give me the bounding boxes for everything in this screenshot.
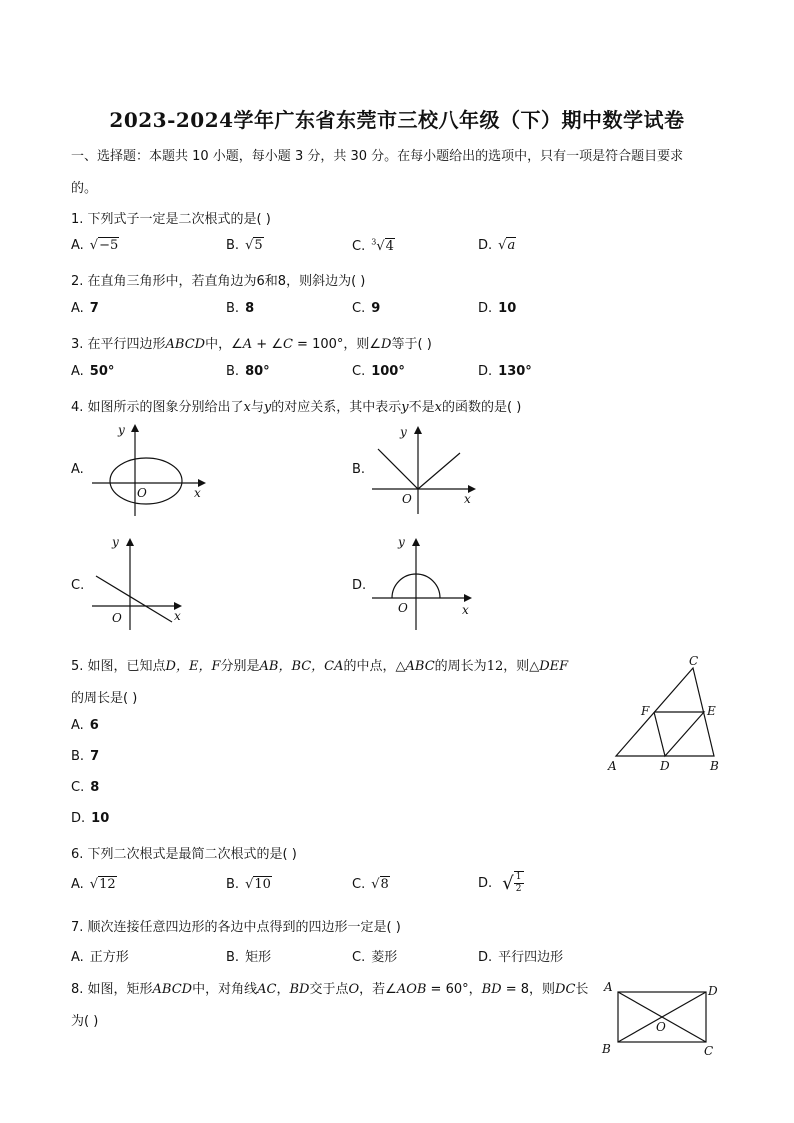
q4-graph-d[interactable] — [368, 530, 480, 634]
q2-option-a[interactable]: A. 7 — [71, 301, 99, 316]
q1-option-c[interactable]: C. $^3$√4 — [352, 238, 394, 255]
svg-text:y: y — [118, 423, 125, 437]
q4-option-a-label[interactable]: A. — [71, 462, 84, 477]
q3-option-d[interactable]: D. 130° — [478, 364, 532, 379]
v-shape-curve — [378, 449, 460, 489]
q2-option-b[interactable]: B. 8 — [226, 301, 255, 316]
question-7-stem: 7. 顺次连接任意四边形的各边中点得到的四边形一定是( ) — [71, 920, 401, 935]
q4-graph-b[interactable] — [368, 420, 480, 520]
svg-text:O: O — [656, 1020, 666, 1034]
svg-text:O: O — [112, 611, 122, 625]
q7-option-a[interactable]: A. 正方形 — [71, 950, 129, 965]
question-8-stem-continued: 为( ) — [71, 1014, 99, 1029]
svg-text:A: A — [604, 980, 613, 994]
q6-option-c[interactable]: C. √8 — [352, 877, 389, 892]
q1-option-b[interactable]: B. √5 — [226, 238, 263, 253]
svg-text:O: O — [137, 486, 147, 500]
y-axis-arrow — [131, 424, 139, 432]
section-heading-continued: 的。 — [71, 181, 98, 196]
q1-option-d[interactable]: D. √a — [478, 238, 516, 253]
q4-option-d-label[interactable]: D. — [352, 578, 367, 593]
question-6-stem: 6. 下列二次根式是最简二次根式的是( ) — [71, 847, 297, 862]
q5-option-b[interactable]: B. 7 — [71, 749, 100, 764]
question-5-stem: 5. 如图，已知点D，E，F分别是AB，BC，CA的中点，△ABC的周长为12，则△DEF — [71, 659, 569, 674]
q6-option-a[interactable]: A. √12 — [71, 877, 116, 892]
question-1-stem: 1. 下列式子一定是二次根式的是( ) — [71, 212, 271, 227]
question-2-stem: 2. 在直角三角形中，若直角边为6和8，则斜边为( ) — [71, 274, 366, 289]
q4-graph-a[interactable] — [88, 420, 210, 520]
svg-text:A: A — [608, 759, 617, 773]
svg-text:C: C — [704, 1044, 714, 1058]
q6-option-b[interactable]: B. √10 — [226, 877, 271, 892]
question-4-stem: 4. 如图所示的图象分别给出了x与y的对应关系，其中表示y不是x的函数的是( ) — [71, 400, 522, 415]
svg-text:C: C — [689, 654, 699, 668]
q7-option-c[interactable]: C. 菱形 — [352, 950, 398, 965]
q4-graph-c[interactable] — [88, 530, 200, 634]
svg-text:B: B — [602, 1042, 611, 1056]
svg-text:x: x — [464, 492, 471, 506]
x-axis-arrow — [464, 594, 472, 602]
svg-text:F: F — [641, 704, 650, 718]
section-heading: 一、选择题：本题共 10 小题，每小题 3 分，共 30 分。在每小题给出的选项中，只有一项是符合题目要求 — [71, 149, 684, 164]
triangle-def — [654, 712, 704, 756]
svg-text:B: B — [710, 759, 719, 773]
q8-rectangle-figure — [598, 975, 728, 1061]
svg-text:D: D — [660, 759, 670, 773]
q1-option-a[interactable]: A. √−5 — [71, 238, 119, 253]
q7-option-b[interactable]: B. 矩形 — [226, 950, 272, 965]
svg-text:x: x — [194, 486, 201, 500]
y-axis-arrow — [414, 426, 422, 434]
q3-option-c[interactable]: C. 100° — [352, 364, 405, 379]
q5-option-d[interactable]: D. 10 — [71, 811, 110, 826]
q5-option-a[interactable]: A. 6 — [71, 718, 99, 733]
y-axis-arrow — [126, 538, 134, 546]
question-8-stem: 8. 如图，矩形ABCD中，对角线AC，BD交于点O，若∠AOB = 60°，BD = 8，则DC长 — [71, 982, 589, 997]
y-axis-arrow — [412, 538, 420, 546]
q6-option-d[interactable]: D. √ $\frac{1}{2}$ — [478, 872, 522, 894]
svg-text:D: D — [708, 984, 718, 998]
svg-text:O: O — [402, 492, 412, 506]
line-curve — [96, 576, 172, 622]
q3-option-a[interactable]: A. 50° — [71, 364, 115, 379]
svg-text:x: x — [462, 603, 469, 617]
q2-option-c[interactable]: C. 9 — [352, 301, 381, 316]
svg-text:y: y — [400, 425, 407, 439]
q5-option-c[interactable]: C. 8 — [71, 780, 100, 795]
question-5-stem-continued: 的周长是( ) — [71, 691, 138, 706]
svg-text:x: x — [174, 609, 181, 623]
svg-text:E: E — [707, 704, 716, 718]
svg-text:y: y — [112, 535, 119, 549]
svg-text:O: O — [398, 601, 408, 615]
question-3-stem: 3. 在平行四边形ABCD中，∠A + ∠C = 100°，则∠D等于( ) — [71, 337, 432, 352]
svg-text:y: y — [398, 535, 405, 549]
q3-option-b[interactable]: B. 80° — [226, 364, 270, 379]
q4-option-b-label[interactable]: B. — [352, 462, 366, 477]
page-title: 2023-2024学年广东省东莞市三校八年级（下）期中数学试卷 — [109, 108, 685, 132]
q7-option-d[interactable]: D. 平行四边形 — [478, 950, 564, 965]
q4-option-c-label[interactable]: C. — [71, 578, 85, 593]
q5-triangle-figure — [600, 650, 730, 774]
q2-option-d[interactable]: D. 10 — [478, 301, 517, 316]
